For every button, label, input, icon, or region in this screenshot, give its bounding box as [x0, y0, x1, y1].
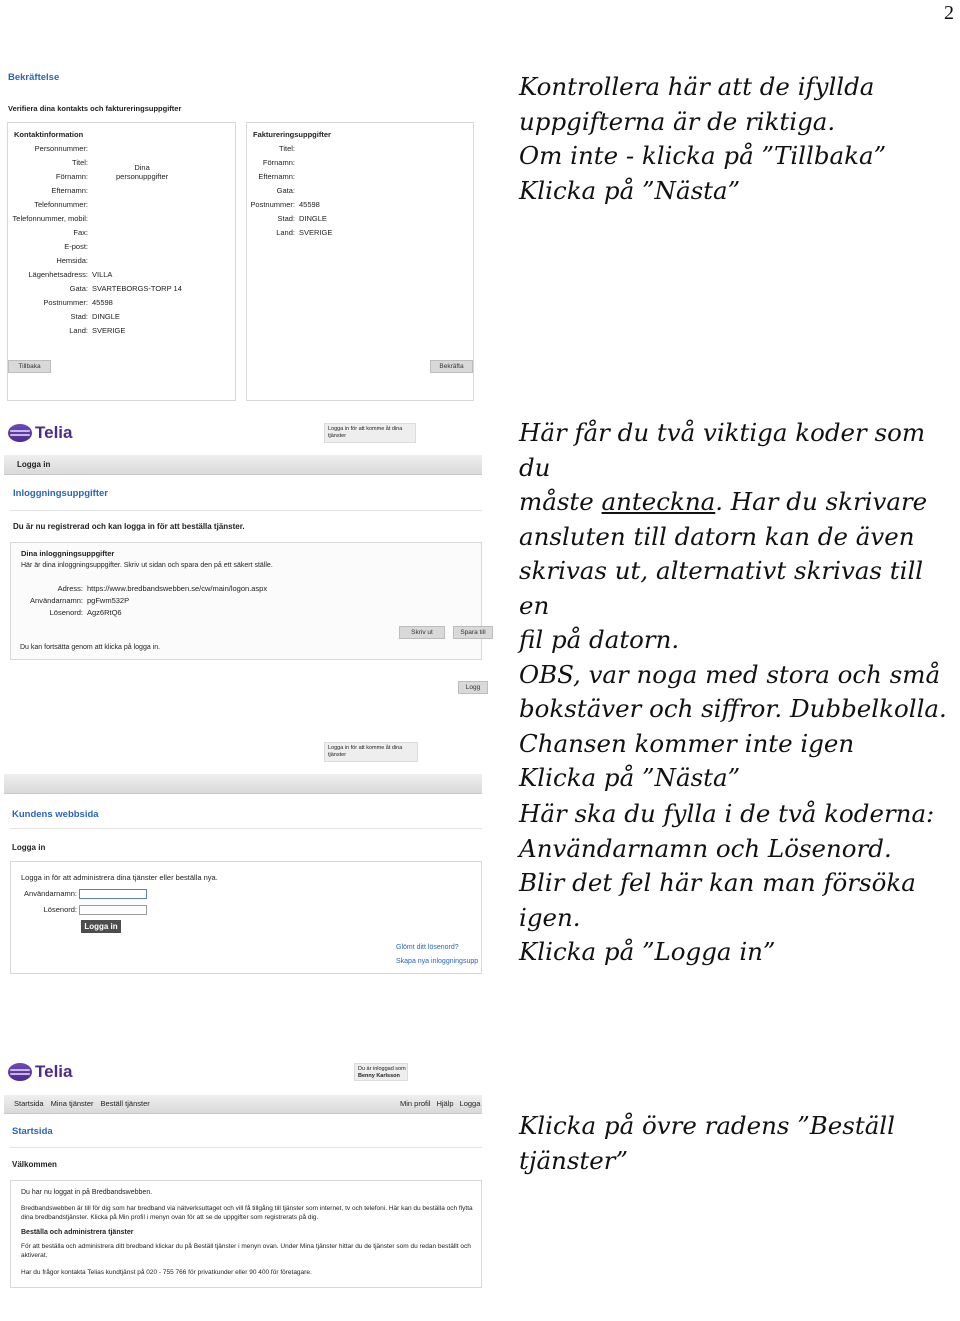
credentials-box-title: Dina inloggningsuppgifter — [21, 549, 115, 558]
instruction-line: Användarnamn och Lösenord. — [519, 833, 892, 863]
login-button[interactable]: Logga in — [81, 920, 121, 933]
start-heading: Startsida — [12, 1126, 53, 1137]
divider — [10, 828, 482, 829]
field-value: SVERIGE — [299, 228, 333, 237]
login-box — [10, 861, 482, 974]
instruction-line: bokstäver och siffror. Dubbelkolla. — [519, 694, 947, 723]
field-label: Personnummer: — [34, 144, 88, 153]
username-label: Användarnamn: — [30, 596, 83, 605]
menu-login[interactable]: Logga in — [17, 460, 51, 469]
screenshot-start-page — [0, 1055, 482, 1321]
logged-in-as: Du är inloggad som Benny Karlsson — [354, 1063, 408, 1081]
start-content-box — [10, 1180, 482, 1288]
field-label: Telefonnummer: — [34, 200, 88, 209]
field-label: Hemsida: — [56, 256, 88, 265]
field-value: 45598 — [92, 298, 113, 307]
nav-item[interactable]: Hjälp — [436, 1099, 454, 1108]
telia-logo: Telia — [8, 1062, 72, 1082]
password-input[interactable] — [79, 905, 147, 915]
field-label: Fax: — [73, 228, 88, 237]
confirm-button[interactable]: Bekräfta — [430, 360, 473, 373]
field-label: Titel: — [279, 144, 295, 153]
field-label: E-post: — [64, 242, 88, 251]
instruction-line: måste anteckna. Har du skrivare — [519, 487, 928, 516]
support-paragraph: Har du frågor kontakta Telias kundtjänst på 020 - 755 766 för privatkunder eller 90 400 för företagare. — [21, 1269, 312, 1276]
menu-bar — [4, 455, 482, 475]
instruction-save-codes — [519, 416, 959, 796]
intro-paragraph: Bredbandswebben är till för dig som har bredband via nätverksuttaget och vill få tillgång till tjänster som internet, tv och telefoni. Här kan du beställa och flytta dina bredbandstjänster. Klicka på Min profil i menyn ovan för att se de uppgifter som registrerats på dig. — [21, 1205, 473, 1221]
field-label: Telefonnummer, mobil: — [12, 214, 88, 223]
field-value: 45598 — [299, 200, 320, 209]
field-label: Titel: — [72, 158, 88, 167]
instruction-line: Klicka på ”Logga in” — [519, 937, 776, 966]
field-label: Efternamn: — [51, 186, 88, 195]
welcome-heading: Välkommen — [12, 1160, 57, 1169]
login-button-partial[interactable]: Logg — [458, 681, 488, 694]
field-label: Stad: — [277, 214, 295, 223]
instruction-line: Klicka på ”Nästa” — [519, 175, 741, 205]
nav-item[interactable]: Min profil — [400, 1099, 431, 1108]
field-label: Postnummer: — [250, 200, 295, 209]
screenshot-login-credentials — [0, 415, 486, 720]
field-label: Förnamn: — [55, 172, 88, 181]
divider — [10, 1147, 482, 1148]
field-value: DINGLE — [299, 214, 327, 223]
instruction-line: tjänster” — [519, 1145, 628, 1175]
print-button[interactable]: Skriv ut — [399, 626, 445, 639]
screenshot-confirmation — [0, 62, 482, 380]
password-value: Agz6RtQ6 — [87, 608, 122, 617]
username-input[interactable] — [79, 889, 147, 899]
instruction-line: Här får du två viktiga koder som du — [519, 418, 933, 482]
login-intro: Logga in för att administrera dina tjänster eller beställa nya. — [21, 873, 218, 882]
nav-item[interactable]: Startsida — [14, 1099, 44, 1108]
instruction-confirm — [519, 70, 959, 208]
registered-message: Du är nu registrerad och kan logga in för att beställa tjänster. — [13, 522, 245, 531]
instruction-enter-codes — [519, 797, 959, 970]
screenshot-customer-login — [0, 774, 482, 979]
instruction-line: Klicka på övre radens ”Beställ — [519, 1111, 895, 1140]
instruction-order-services — [519, 1109, 959, 1178]
field-value: SVERIGE — [92, 326, 126, 335]
logged-in-message: Du har nu loggat in på Bredbandswebben. — [21, 1189, 153, 1196]
instruction-line: Här ska du fylla i de två koderna: — [519, 799, 935, 828]
address-label: Adress: — [57, 584, 83, 593]
customer-page-heading: Kundens webbsida — [12, 809, 99, 820]
login-note: Logga in för att komme åt dina tjänster — [324, 423, 416, 443]
nav-item[interactable]: Beställ tjänster — [100, 1099, 150, 1108]
contact-info-header: Kontaktinformation — [14, 130, 84, 139]
field-label: Förnamn: — [262, 158, 295, 167]
telia-logo-icon — [8, 424, 32, 442]
instruction-line: Kontrollera här att de ifyllda — [519, 72, 875, 101]
instruction-line: Blir det fel här kan man försöka — [519, 868, 916, 897]
field-label: Gata: — [69, 284, 88, 293]
field-label: Land: — [276, 228, 295, 237]
field-label: Land: — [69, 326, 88, 335]
field-label: Efternamn: — [258, 172, 295, 181]
billing-info-header: Faktureringsuppgifter — [253, 130, 331, 139]
save-to-file-button[interactable]: Spara till — [453, 626, 493, 639]
instruction-line: OBS, var noga med stora och små — [519, 659, 941, 689]
login-subheading: Logga in — [12, 843, 46, 852]
credentials-box — [10, 542, 486, 660]
instruction-line: fil på datorn. — [519, 625, 680, 654]
nav-item[interactable]: Mina tjänster — [50, 1099, 94, 1108]
field-label: Lägenhetsadress: — [28, 270, 88, 279]
instruction-line: ansluten till datorn kan de även — [519, 521, 915, 551]
page-number: 2 — [944, 2, 954, 24]
continue-message: Du kan fortsätta genom att klicka på logga in. — [20, 644, 161, 651]
field-value: VILLA — [92, 270, 113, 279]
create-new-login-link[interactable]: Skapa nya inloggningsupp — [396, 958, 479, 965]
personal-data-note: Dina personuppgifter — [116, 163, 169, 181]
field-value: DINGLE — [92, 312, 120, 321]
telia-logo-icon — [8, 1063, 32, 1081]
forgot-password-link[interactable]: Glömt ditt lösenord? — [396, 944, 459, 951]
instruction-line: igen. — [519, 902, 581, 932]
top-bar — [4, 774, 482, 794]
instruction-line: Klicka på ”Nästa” — [519, 763, 741, 792]
divider — [10, 510, 482, 511]
instruction-line: skrivas ut, alternativt skrivas till en — [519, 556, 931, 620]
password-label: Lösenord: — [43, 905, 77, 914]
order-section-title: Beställa och administrera tjänster — [21, 1229, 134, 1236]
confirmation-subtitle: Verifiera dina kontakts och faktureringsuppgifter — [8, 104, 182, 113]
instruction-line: Chansen kommer inte igen — [519, 728, 855, 758]
order-paragraph: För att beställa och administrera ditt bredband klickar du på Beställ tjänster i menyn ovan. Under Mina tjänster hittar du de tjänster som du redan beställt och aktiverat. — [21, 1243, 471, 1259]
username-value: pgFwm532P — [87, 596, 130, 605]
password-label: Lösenord: — [49, 608, 83, 617]
main-nav — [4, 1095, 482, 1114]
field-value: SVARTEBORGS-TORP 14 — [92, 284, 182, 293]
instruction-line: Om inte - klicka på ”Tillbaka” — [519, 141, 887, 170]
instruction-line: uppgifterna är de riktiga. — [519, 106, 836, 136]
field-label: Stad: — [70, 312, 88, 321]
nav-item[interactable]: Logga — [459, 1099, 481, 1108]
back-button[interactable]: Tillbaka — [8, 360, 51, 373]
credentials-heading: Inloggningsuppgifter — [13, 488, 108, 499]
nav-right — [400, 1099, 480, 1108]
login-note-2: Logga in för att komme åt dina tjänster — [324, 742, 418, 762]
telia-logo: Telia — [8, 423, 72, 443]
field-label: Gata: — [276, 186, 295, 195]
confirmation-title: Bekräftelse — [8, 72, 60, 83]
nav-left — [14, 1099, 150, 1108]
address-value: https://www.bredbandswebben.se/cw/main/logon.aspx — [87, 584, 268, 593]
username-label: Användarnamn: — [24, 889, 77, 898]
credentials-box-text: Här är dina inloggningsuppgifter. Skriv ut sidan och spara den på ett säkert ställe. — [21, 562, 273, 569]
field-label: Postnummer: — [43, 298, 88, 307]
